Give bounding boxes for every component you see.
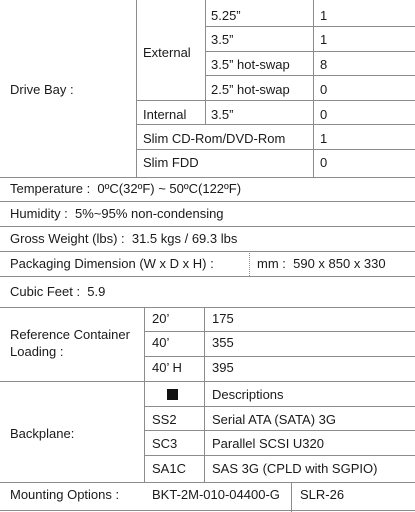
container-label-line1: Reference Container: [10, 327, 130, 342]
divider: [144, 430, 415, 431]
mounting-options-label: Mounting Options :: [10, 487, 120, 502]
divider: [0, 177, 415, 178]
divider: [0, 201, 415, 202]
divider: [291, 482, 292, 512]
humidity-spec: Humidity : 5%~95% non-condensing: [10, 206, 224, 221]
divider: [144, 356, 415, 357]
container-size-cell: 40’: [152, 335, 170, 350]
drive-count-cell: 0: [320, 155, 328, 170]
divider: [144, 455, 415, 456]
container-qty-cell: 395: [212, 360, 234, 375]
divider: [136, 149, 415, 150]
drive-count-cell: 1: [320, 8, 328, 23]
divider: [144, 331, 415, 332]
divider: [0, 276, 415, 277]
backplane-desc-cell: SAS 3G (CPLD with SGPIO): [212, 461, 378, 476]
packaging-dimension-value: mm : 590 x 850 x 330: [257, 256, 386, 271]
divider: [0, 307, 415, 308]
backplane-label: Backplane:: [10, 426, 75, 441]
drive-count-cell: 0: [320, 82, 328, 97]
divider: [205, 0, 206, 124]
drive-bay-label: Drive Bay :: [10, 82, 74, 97]
divider: [205, 75, 415, 76]
backplane-code-cell: SS2: [152, 412, 177, 427]
cubic-feet-spec: Cubic Feet : 5.9: [10, 284, 106, 299]
divider: [249, 251, 250, 276]
divider: [204, 307, 205, 381]
backplane-header: Descriptions: [212, 387, 284, 402]
divider: [0, 251, 415, 252]
backplane-code-cell: SC3: [152, 436, 178, 451]
divider: [144, 381, 145, 482]
drive-count-cell: 1: [320, 131, 328, 146]
external-label: External: [143, 45, 191, 60]
drive-type-cell: Slim FDD: [143, 155, 199, 170]
drive-count-cell: 0: [320, 107, 328, 122]
divider: [144, 406, 415, 407]
backplane-desc-cell: Serial ATA (SATA) 3G: [212, 412, 337, 427]
square-bullet-icon: [167, 389, 178, 400]
gross-weight-spec: Gross Weight (lbs) : 31.5 kgs / 69.3 lbs: [10, 231, 238, 246]
divider: [204, 381, 205, 482]
divider: [0, 510, 415, 511]
divider: [136, 0, 137, 177]
internal-label: Internal: [143, 107, 187, 122]
container-qty-cell: 355: [212, 335, 234, 350]
drive-type-cell: Slim CD-Rom/DVD-Rom: [143, 131, 286, 146]
container-size-cell: 40’ H: [152, 360, 182, 375]
container-size-cell: 20’: [152, 311, 170, 326]
container-label-line2: Loading :: [10, 344, 64, 359]
mounting-model: SLR-26: [300, 487, 345, 502]
backplane-desc-cell: Parallel SCSI U320: [212, 436, 324, 451]
drive-type-cell: 3.5”: [211, 32, 234, 47]
divider: [0, 226, 415, 227]
packaging-dimension-label: Packaging Dimension (W x D x H) :: [10, 256, 214, 271]
drive-count-cell: 8: [320, 57, 328, 72]
divider: [0, 381, 415, 382]
drive-type-cell: 3.5”: [211, 107, 234, 122]
mounting-part-number: BKT-2M-010-04400-G: [152, 487, 280, 502]
temperature-spec: Temperature : 0ºC(32ºF) ~ 50ºC(122ºF): [10, 181, 242, 196]
divider: [144, 307, 145, 381]
drive-type-cell: 3.5” hot-swap: [211, 57, 290, 72]
drive-type-cell: 5.25”: [211, 8, 241, 23]
drive-type-cell: 2.5” hot-swap: [211, 82, 290, 97]
container-qty-cell: 175: [212, 311, 234, 326]
divider: [136, 100, 415, 101]
backplane-code-cell: SA1C: [152, 461, 186, 476]
drive-count-cell: 1: [320, 32, 328, 47]
divider: [205, 51, 415, 52]
divider: [205, 26, 415, 27]
divider: [136, 124, 415, 125]
divider: [0, 482, 415, 483]
